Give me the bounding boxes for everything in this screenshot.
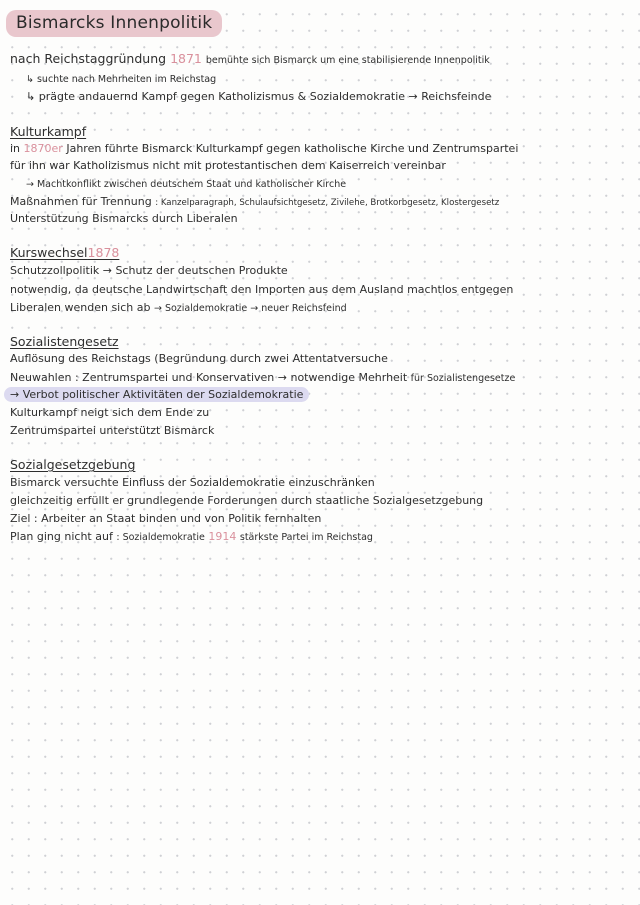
sozialistengesetz-line-3 bbox=[4, 388, 309, 402]
section-heading-sozialgesetzgebung: Sozialgesetzgebung bbox=[10, 457, 136, 472]
sozialgesetzgebung-line-1: Bismarck versuchte Einfluss der Sozialdemokratie einzuschränken bbox=[10, 476, 375, 489]
sozialistengesetz-line-4: Kulturkampf neigt sich dem Ende zu bbox=[10, 406, 210, 419]
sozialistengesetz-line-1: Auflösung des Reichstags (Begründung durch zwei Attentatversuche bbox=[10, 352, 388, 365]
intro-line-2: ↳ suchte nach Mehrheiten im Reichstag bbox=[26, 74, 217, 85]
sozialistengesetz-line-2: Neuwahlen : Zentrumspartei und Konservativen → notwendige Mehrheit für Sozialistengesetze bbox=[10, 371, 516, 384]
intro-line-1: nach Reichstaggründung 1871 bemühte sich Bismarck um eine stabilisierende Innenpolitik bbox=[10, 51, 490, 66]
kurswechsel-line-2: notwendig, da deutsche Landwirtschaft den Importen aus dem Ausland machtlos entgegen bbox=[10, 283, 514, 296]
kulturkampf-line-4: Maßnahmen für Trennung : Kanzelparagraph, Schulaufsichtgesetz, Zivilehe, Brotkorbgesetz, Klostergesetz bbox=[10, 195, 500, 208]
sozialgesetzgebung-line-3: Ziel : Arbeiter an Staat binden und von Politik fernhalten bbox=[10, 512, 322, 525]
kurswechsel-line-1: Schutzzollpolitik → Schutz der deutschen Produkte bbox=[10, 264, 288, 277]
kulturkampf-line-5: Unterstützung Bismarcks durch Liberalen bbox=[10, 212, 238, 225]
sozialgesetzgebung-line-2: gleichzeitig erfüllt er grundlegende Forderungen durch staatliche Sozialgesetzgebung bbox=[10, 494, 484, 507]
highlighted-text: → Verbot politischer Aktivitäten der Sozialdemokratie bbox=[4, 387, 309, 402]
kulturkampf-line-3: → Machtkonflikt zwischen deutschem Staat und katholischer Kirche bbox=[26, 179, 347, 190]
intro-line-3: ↳ prägte andauernd Kampf gegen Katholizismus & Sozialdemokratie → Reichsfeinde bbox=[26, 90, 492, 103]
kulturkampf-line-2: für ihn war Katholizismus nicht mit protestantischen dem Kaiserreich vereinbar bbox=[10, 159, 446, 172]
section-heading-kulturkampf: Kulturkampf bbox=[10, 124, 87, 139]
page-title: Bismarcks Innenpolitik bbox=[6, 10, 222, 37]
kurswechsel-line-3: Liberalen wenden sich ab → Sozialdemokratie → neuer Reichsfeind bbox=[10, 301, 347, 314]
section-heading-kurswechsel: Kurswechsel1878 bbox=[10, 245, 120, 260]
section-heading-sozialistengesetz: Sozialistengesetz bbox=[10, 334, 119, 349]
sozialgesetzgebung-line-4: Plan ging nicht auf : Sozialdemokratie 1914 stärkste Partei im Reichstag bbox=[10, 530, 373, 543]
kulturkampf-line-1: in 1870er Jahren führte Bismarck Kulturkampf gegen katholische Kirche und Zentrumspartei bbox=[10, 142, 519, 155]
sozialistengesetz-line-5: Zentrumspartei unterstützt Bismarck bbox=[10, 424, 215, 437]
